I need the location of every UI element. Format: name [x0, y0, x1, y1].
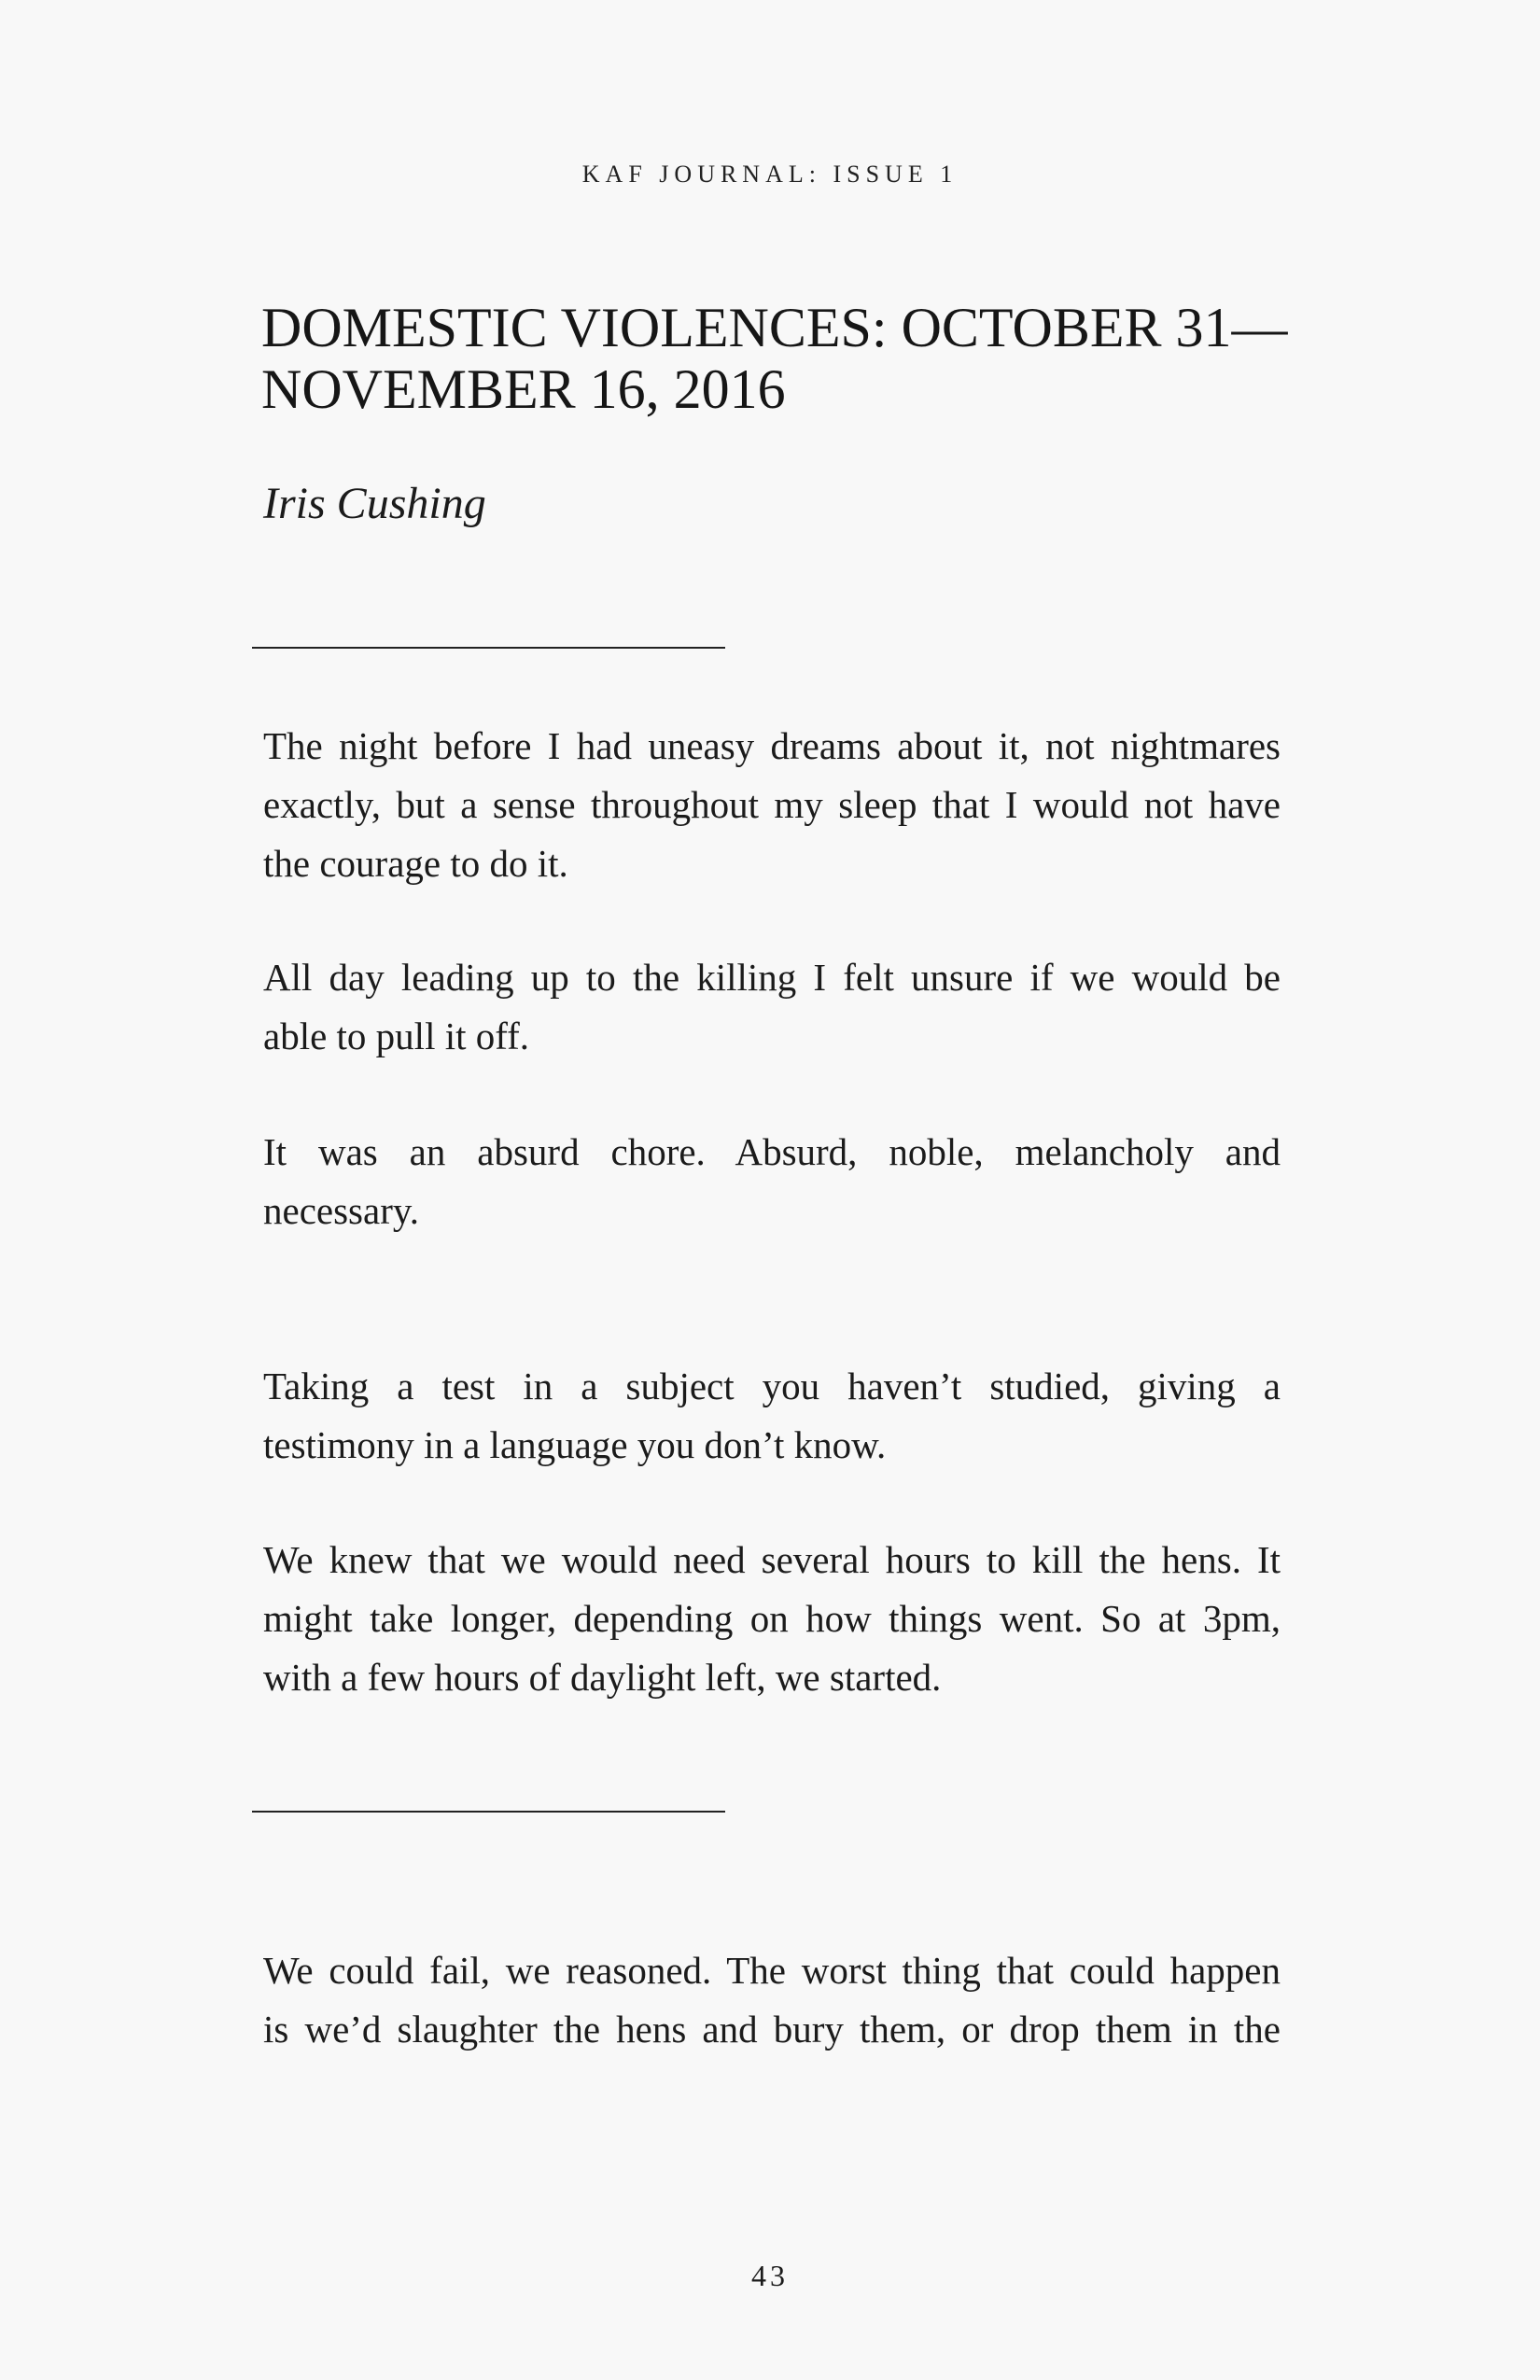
- paragraph-line: It was an absurd chore. Absurd, noble, melancholy and: [263, 1130, 1281, 1173]
- body-paragraph: [263, 717, 1281, 893]
- article-title-line: DOMESTIC VIOLENCES: OCTOBER 31—: [261, 297, 1288, 358]
- paragraph-line: with a few hours of daylight left, we started.: [263, 1656, 942, 1699]
- paragraph-line: testimony in a language you don’t know.: [263, 1423, 887, 1466]
- paragraph-line: All day leading up to the killing I felt unsure if we would be: [263, 956, 1281, 999]
- page-number: 43: [751, 2259, 789, 2292]
- article-title-line: NOVEMBER 16, 2016: [261, 358, 786, 420]
- body-paragraph: [263, 1531, 1281, 1707]
- paragraph-line: exactly, but a sense throughout my sleep that I would not have: [263, 783, 1281, 826]
- paragraph-line: able to pull it off.: [263, 1015, 530, 1057]
- body-paragraph: [263, 1123, 1281, 1240]
- paragraph-line: might take longer, depending on how things went. So at 3pm,: [263, 1597, 1281, 1640]
- author-name: Iris Cushing: [263, 479, 486, 528]
- article-title: [261, 297, 1307, 420]
- paragraph-line: necessary.: [263, 1189, 419, 1232]
- body-paragraph: [263, 1357, 1281, 1475]
- paragraph-line: the courage to do it.: [263, 842, 568, 885]
- paragraph-line: is we’d slaughter the hens and bury them, or drop them in the: [263, 2008, 1281, 2051]
- body-paragraph: [263, 948, 1281, 1066]
- body-paragraph: [263, 1941, 1281, 2059]
- paragraph-line: We knew that we would need several hours to kill the hens. It: [263, 1538, 1281, 1581]
- running-head: KAF JOURNAL: ISSUE 1: [581, 161, 959, 188]
- paragraph-line: Taking a test in a subject you haven’t studied, giving a: [263, 1365, 1281, 1407]
- paragraph-line: We could fail, we reasoned. The worst thing that could happen: [263, 1949, 1281, 1992]
- section-divider: [252, 647, 725, 649]
- paragraph-line: The night before I had uneasy dreams about it, not nightmares: [263, 724, 1281, 767]
- section-divider: [252, 1811, 725, 1813]
